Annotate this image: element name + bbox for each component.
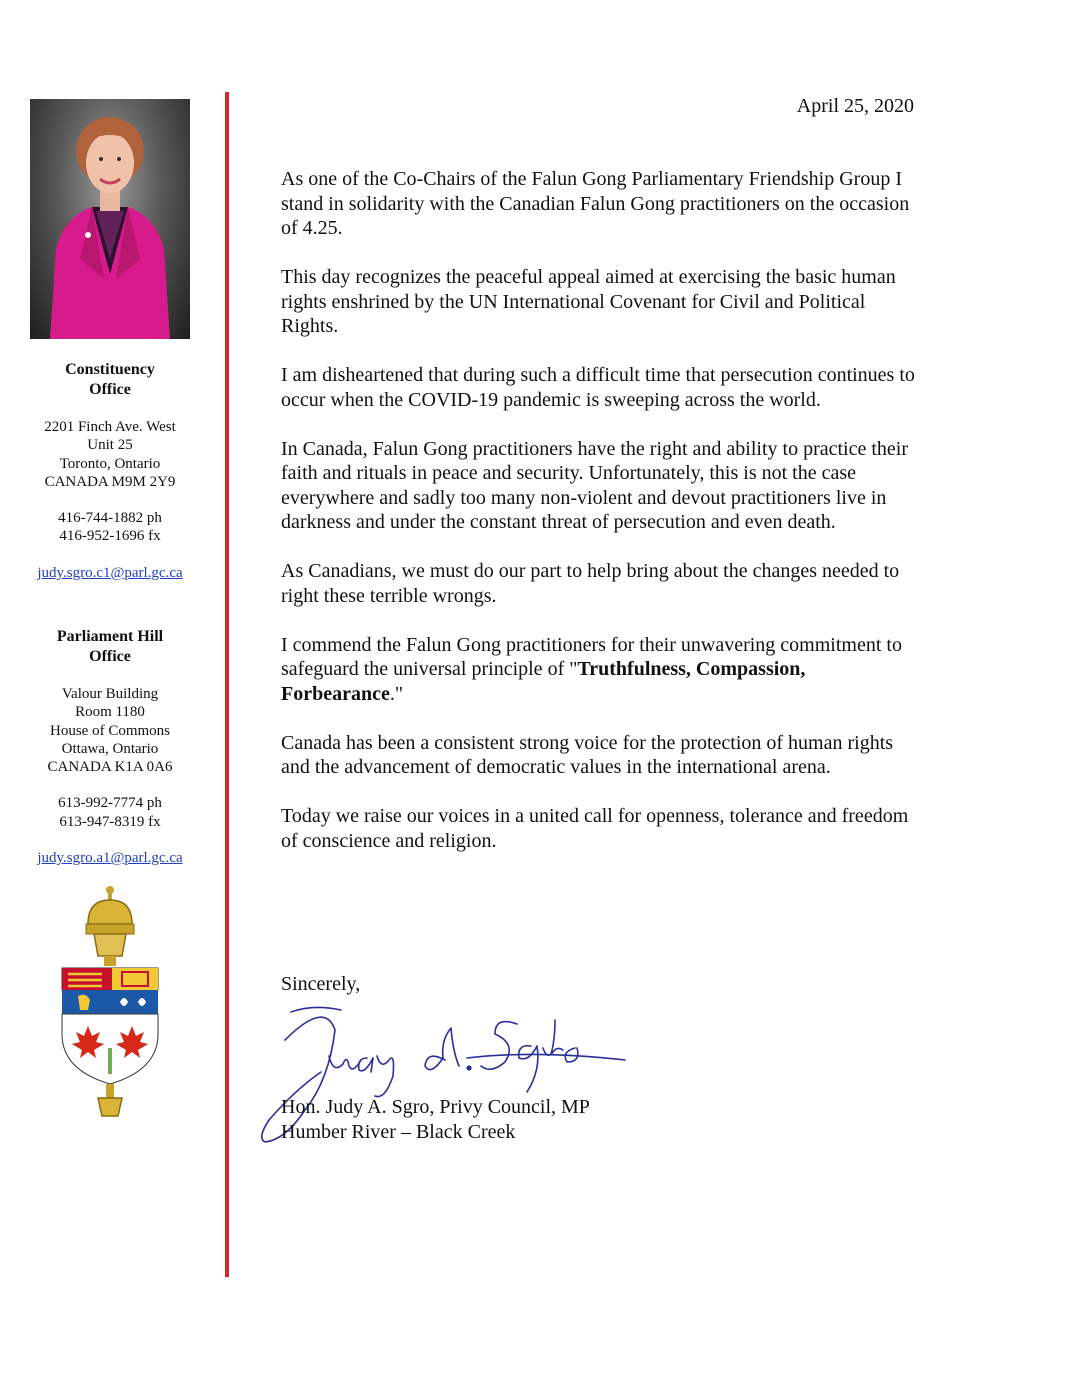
constituency-phone: 416-744-1882 ph xyxy=(58,510,162,527)
heading-line: Constituency xyxy=(65,361,155,378)
parliament-phone: 613-992-7774 ph xyxy=(58,795,162,812)
heading-line: Parliament Hill xyxy=(56,628,164,645)
constituency-address xyxy=(0,418,220,491)
signer-riding: Humber River – Black Creek xyxy=(281,1120,516,1143)
address-line: Unit 25 xyxy=(87,437,133,454)
address-line: CANADA K1A 0A6 xyxy=(47,759,173,776)
principle-end: ." xyxy=(389,682,404,705)
body-paragraph: Today we raise our voices in a united call for openness, tolerance and freedom of conscience and religion. xyxy=(281,805,909,852)
body-paragraph: As one of the Co-Chairs of the Falun Gong Parliamentary Friendship Group I stand in solidarity with the Canadian Falun Gong practitioners on the occasion of 4.25. xyxy=(281,168,910,240)
principle-paragraph xyxy=(281,633,921,707)
body-paragraph: Canada has been a consistent strong voice for the protection of human rights and the advancement of democratic values in the international arena. xyxy=(281,731,894,779)
body-paragraph: In Canada, Falun Gong practitioners have the right and ability to practice their faith and rituals in peace and security. Unfortunately, this is not the case everywhere and sadly too many non-violent and devout practitioners live in darkness and under the constant threat of persecution and even death. xyxy=(281,437,909,534)
portrait-illustration xyxy=(30,99,190,339)
parliament-email-link[interactable]: judy.sgro.a1@parl.gc.ca xyxy=(37,850,183,867)
principle-intro: I commend the Falun Gong practitioners for their unwavering commitment to safeguard the universal principle of " xyxy=(281,633,902,681)
heading-line: Office xyxy=(89,381,131,398)
parliament-address xyxy=(0,685,220,776)
signer-block xyxy=(281,1095,590,1144)
body-paragraph: This day recognizes the peaceful appeal aimed at exercising the basic human rights enshrined by the UN International Covenant for Civil and Political Rights. xyxy=(281,266,896,338)
body-paragraph: As Canadians, we must do our part to help bring about the changes needed to right these terrible wrongs. xyxy=(281,560,900,607)
letter-date: April 25, 2020 xyxy=(796,95,914,117)
constituency-email-link[interactable]: judy.sgro.c1@parl.gc.ca xyxy=(37,564,183,581)
address-line: Room 1180 xyxy=(75,704,145,721)
signer-name: Hon. Judy A. Sgro, Privy Council, MP xyxy=(281,1096,590,1118)
parliament-office-block xyxy=(0,627,220,867)
address-line: 2201 Finch Ave. West xyxy=(44,419,176,435)
mp-portrait-photo xyxy=(30,99,190,339)
letterhead-sidebar xyxy=(0,0,222,1383)
heading-line: Office xyxy=(89,648,131,665)
constituency-fax: 416-952-1696 fx xyxy=(59,528,161,545)
constituency-office-block xyxy=(0,360,220,582)
parliament-office-heading xyxy=(0,627,220,667)
address-line: Valour Building xyxy=(61,686,159,702)
address-line: CANADA M9M 2Y9 xyxy=(44,473,176,490)
constituency-office-heading xyxy=(0,360,220,400)
address-line: Ottawa, Ontario xyxy=(61,740,159,757)
address-line: Toronto, Ontario xyxy=(59,455,161,472)
address-line: House of Commons xyxy=(50,722,170,739)
principle-emphasis: Truthfulness, Compassion, Forbearance xyxy=(281,658,806,705)
parliament-fax: 613-947-8319 fx xyxy=(59,813,161,830)
sidebar-divider-rule xyxy=(225,92,229,1277)
letter-body xyxy=(281,167,921,878)
house-of-commons-mace-crest-icon xyxy=(58,884,162,1120)
body-paragraph: I am disheartened that during such a difficult time that persecution continues to occur when the COVID-19 pandemic is sweeping across the world. xyxy=(281,364,915,411)
letter-closing: Sincerely, xyxy=(281,973,361,995)
